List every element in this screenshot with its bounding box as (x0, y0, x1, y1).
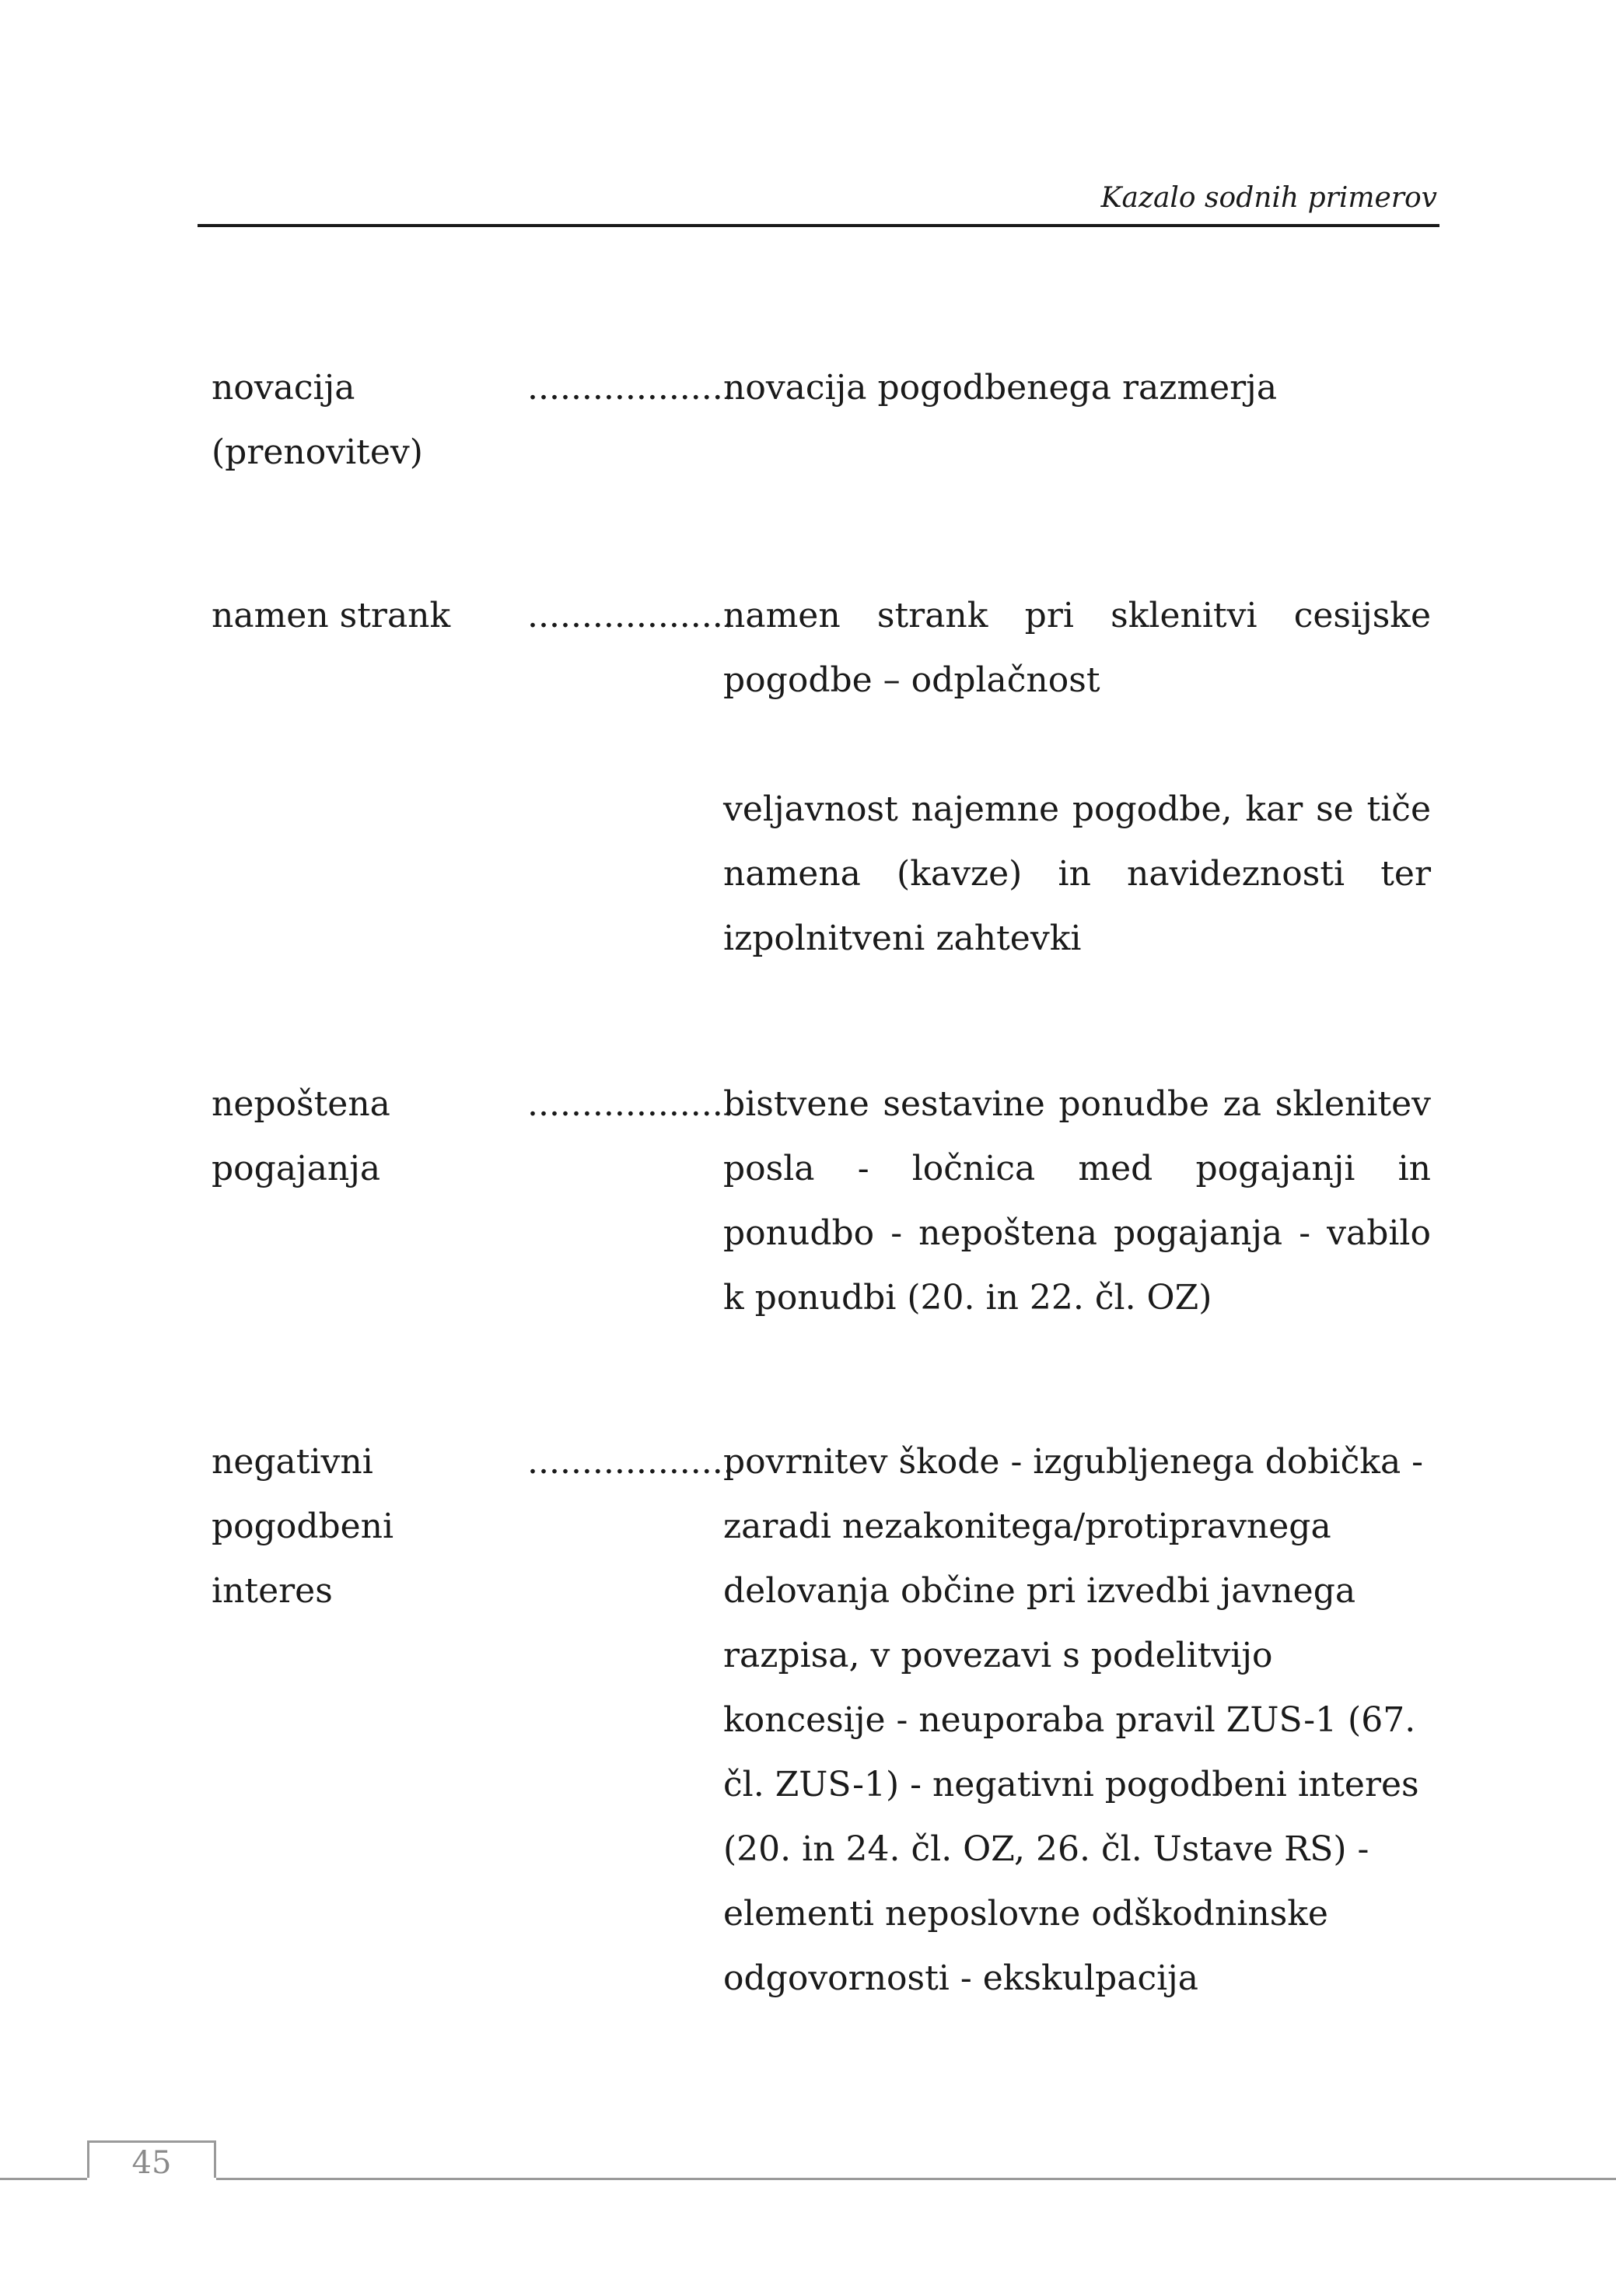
index-description: namen strank pri sklenitvi cesijske pogodbe – odplačnost (723, 596, 1431, 700)
index-description: bistvene sestavine ponudbe za sklenitev posla - ločnica med pogajanji in ponudbo - nepoštena pogajanja - vabilo k ponudbi (20. in 22. čl. OZ) (723, 1084, 1431, 1318)
dot-leader: ................... (527, 1442, 734, 1482)
index-term: novacija (prenovitev) (212, 368, 423, 472)
page-number: 45 (131, 2145, 172, 2181)
dot-leader: ................... (527, 596, 734, 635)
index-descriptions (723, 583, 1431, 971)
index-descriptions (723, 1430, 1431, 2011)
index-term: negativni pogodbeni interes (212, 1442, 394, 1611)
index-descriptions (723, 1072, 1431, 1330)
header-rule (198, 224, 1439, 227)
index-term: namen strank (212, 596, 451, 635)
index-description: veljavnost najemne pogodbe, kar se tiče namena (kavze) in navideznosti ter izpolnitveni zahtevki (723, 789, 1431, 958)
running-header-title: Kazalo sodnih primerov (1100, 182, 1437, 214)
index-descriptions (723, 355, 1431, 420)
index-description: povrnitev škode - izgubljenega dobička - zaradi nezakonitega/protipravnega delovanja občine pri izvedbi javnega razpisa, v povezavi s podelitvijo koncesije - neuporaba pravil ZUS-1 (67. čl. ZUS-1) - negativni pogodbeni interes (20. in 24. čl. OZ, 26. čl. Ustave RS) - elementi neposlovne odškodninske odgovornosti - ekskulpacija (723, 1442, 1424, 1998)
dot-leader: ................... (527, 1084, 734, 1124)
footer-rule-right (216, 2178, 1616, 2180)
footer-rule-left (0, 2178, 87, 2180)
index-term: nepoštena pogajanja (212, 1084, 390, 1188)
dot-leader: ................... (527, 368, 734, 408)
index-description: novacija pogodbenega razmerja (723, 368, 1278, 408)
